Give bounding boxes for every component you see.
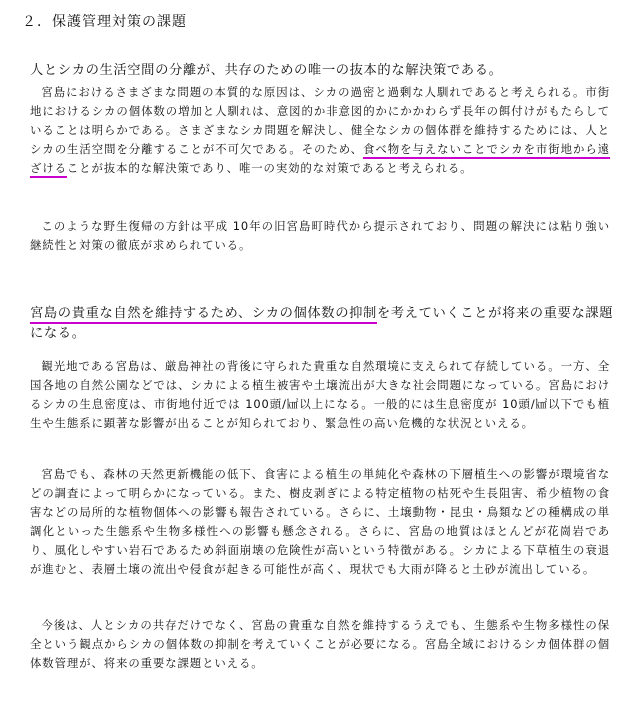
block1-lead: 人とシカの生活空間の分離が、共存のための唯一の抜本的な解決策である。 [30, 63, 503, 78]
block1-para1-highlight: 食べ物を与えないことでシカを市街地から遠ざける [30, 142, 610, 178]
block1-paragraph-2: このような野生復帰の方針は平成 10年の旧宮島町時代から提示されており、問題の解決には粘り強い継続性と対策の徹底が求められている。 [30, 219, 610, 252]
block1-para1-text-pre: 宮島におけるさまざまな問題の本質的な原因は、シカの過密と過剰な人馴れであると考えられる。市街地におけるシカの個体数の増加と人馴れは、意図的か非意図的かにかかわらず長年の餌付けがもたらしていることは明らかである。さまざまなシカ問題を解決し、健全なシカの個体群を維持するためには、人とシカの生活空間を分離することが不可欠である。そのため、 [30, 85, 610, 156]
block2-paragraph-3: 今後は、人とシカの共存だけでなく、宮島の貴重な自然を維持するうえでも、生態系や生物多様性の保全という観点からシカの個体数の抑制を考えていくことが必要になる。宮島全域におけるシカ個体群の個体数管理が、将来の重要な課題といえる。 [30, 618, 610, 670]
section-heading: ２．保護管理対策の課題 [22, 14, 187, 30]
block2-lead [30, 304, 615, 344]
block1-para1-text-post: ことが抜本的な解決策であり、唯一の実効的な対策であると考えられる。 [66, 161, 473, 175]
block2-lead-text-post: を考えていくことが将来の重要な課題になる。 [30, 306, 614, 341]
block2-paragraph-2: 宮島でも、森林の天然更新機能の低下、食害による植生の単純化や森林の下層植生への影響が環境省などの調査によって明らかになっている。また、樹皮剥ぎによる特定植物の枯死や生長阻害、希少植物の食害などの局所的な植物個体への影響も報告されている。さらに、土壌動物・昆虫・鳥類などの種構成の単調化といった生態系や生物多様性への影響も懸念される。さらに、宮島の地質はほとんどが花崗岩であり、風化しやすい岩石であるため斜面崩壊の危険性が高いという特徴がある。シカによる下草植生の衰退が進むと、表層土壌の流出や侵食が起きる可能性が高く、現状でも大雨が降ると土砂が流出している。 [30, 467, 610, 576]
block2-paragraph-1: 観光地である宮島は、厳島神社の背後に守られた貴重な自然環境に支えられて存続している。一方、全国各地の自然公園などでは、シカによる植生被害や土壌流出が大きな社会問題になっている。宮島におけるシカの生息密度は、市街地付近では 100頭/㎢以上になる。一般的には生息密度が 10頭/㎢以下でも植生や生態系に顕著な影響が出ることが知られており、緊急性の高い危機的な状況といえる。 [30, 359, 610, 430]
block2-lead-highlight: 宮島の貴重な自然を維持するため、シカの個体数の抑制 [30, 306, 377, 324]
block1-paragraph-1 [30, 83, 610, 178]
